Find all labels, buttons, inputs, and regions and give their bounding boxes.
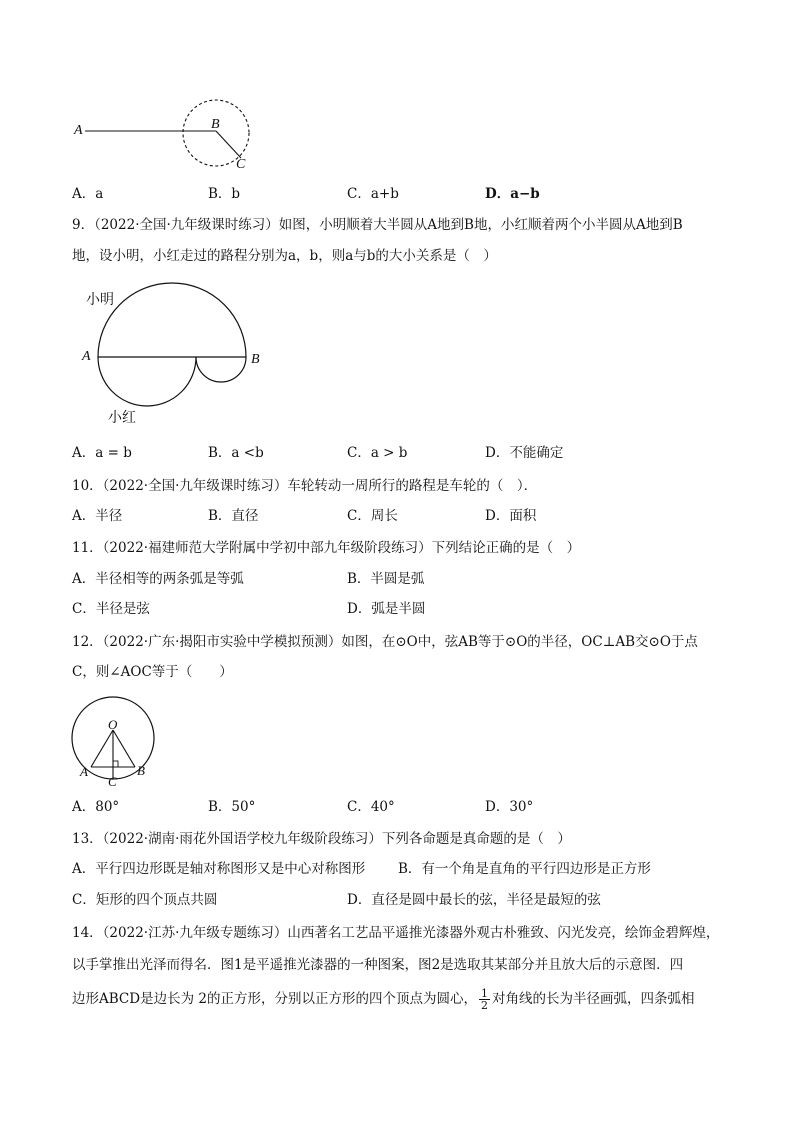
q12-stem-line2: C，则∠AOC等于（ ）: [72, 664, 233, 680]
half-fraction: [479, 988, 490, 1011]
q11-option-a[interactable]: A．半径相等的两条弧是等弧: [72, 571, 244, 587]
fraction-denominator: 2: [480, 999, 488, 1012]
q12-stem-line1: 12．（2022·广东·揭阳市实验中学模拟预测）如图，在⊙O中，弦AB等于⊙O的半径，OC⊥AB交⊙O于点: [72, 634, 698, 650]
q8-option-b[interactable]: B．b: [208, 186, 241, 202]
small-semicircle-1: [98, 357, 196, 406]
q12-figure: [68, 696, 168, 796]
q13-option-b[interactable]: B．有一个角是直角的平行四边形是正方形: [398, 861, 651, 877]
fraction-numerator: 1: [480, 987, 488, 1000]
q9-option-c[interactable]: C．a > b: [347, 445, 408, 461]
q8-option-c[interactable]: C．a+b: [347, 186, 399, 202]
q9-option-b[interactable]: B．a <b: [208, 445, 264, 461]
q11-stem: 11．（2022·福建师范大学附属中学初中部九年级阶段练习）下列结论正确的是（ ）: [72, 540, 581, 556]
q12-label-c: C: [108, 774, 117, 789]
q14-line3-part1: 边形ABCD是边长为 2的正方形，分别以正方形的四个顶点为圆心，: [72, 991, 477, 1007]
q14-stem-line1: 14．（2022·江苏·九年级专题练习）山西著名工艺品平遥推光漆器外观古朴雅致、闪光发亮，绘饰金碧辉煌，: [72, 925, 720, 941]
q12-label-o: O: [108, 717, 118, 732]
q14-stem-line2: 以手掌推出光泽而得名．图1是平遥推光漆器的一种图案，图2是选取其某部分并且放大后的示意图．四: [72, 957, 684, 973]
segment-ob: [113, 730, 135, 767]
q11-option-c[interactable]: C．半径是弦: [72, 601, 150, 617]
q9-option-a[interactable]: A．a = b: [72, 445, 132, 461]
q12-option-a[interactable]: A．80°: [72, 799, 120, 815]
q8-figure: [60, 90, 320, 180]
q10-option-c[interactable]: C．周长: [347, 508, 398, 524]
q9-stem-line1: 9．（2022·全国·九年级课时练习）如图，小明顺着大半圆从A地到B地，小红顺着两个小半圆从A地到B: [72, 217, 683, 233]
q12-option-c[interactable]: C．40°: [347, 799, 395, 815]
q8-label-c: C: [236, 157, 246, 172]
q8-option-a[interactable]: A．a: [72, 186, 104, 202]
q10-option-a[interactable]: A．半径: [72, 508, 123, 524]
right-angle-mark: [113, 761, 118, 767]
q9-figure: [90, 282, 290, 422]
q9-label-xiaohong: 小红: [108, 410, 136, 426]
q14-line3-part2: 对角线的长为半径画弧，四条弧相: [491, 991, 695, 1007]
q9-label-b: B: [251, 352, 260, 367]
q10-option-d[interactable]: D．面积: [485, 508, 537, 524]
q10-stem: 10．（2022·全国·九年级课时练习）车轮转动一周所行的路程是车轮的（ ）．: [72, 478, 538, 494]
q12-option-d[interactable]: D．30°: [485, 799, 534, 815]
q14-stem-line3: [72, 984, 694, 1014]
q10-option-b[interactable]: B．直径: [208, 508, 259, 524]
q9-label-xiaoming: 小明: [86, 292, 114, 308]
q13-option-c[interactable]: C．矩形的四个顶点共圆: [72, 892, 218, 908]
segment-bc: [216, 131, 241, 158]
q13-stem: 13．（2022·湖南·雨花外国语学校九年级阶段练习）下列各命题是真命题的是（ ）: [72, 831, 571, 847]
q12-label-b: B: [137, 763, 145, 778]
q13-option-a[interactable]: A．平行四边形既是轴对称图形又是中心对称图形: [72, 861, 366, 877]
q8-label-b: B: [211, 117, 220, 132]
q11-option-b[interactable]: B．半圆是弧: [347, 571, 425, 587]
small-semicircle-2: [196, 357, 246, 382]
segment-oa: [91, 730, 113, 767]
q13-option-d[interactable]: D．直径是圆中最长的弦，半径是最短的弦: [347, 892, 601, 908]
q12-option-b[interactable]: B．50°: [208, 799, 256, 815]
q9-stem-line2: 地，设小明，小红走过的路程分别为a，b，则a与b的大小关系是（ ）: [72, 248, 497, 264]
big-semicircle: [98, 283, 246, 357]
q11-option-d[interactable]: D．弧是半圆: [347, 601, 426, 617]
q8-label-a: A: [74, 123, 83, 138]
q12-label-a: A: [80, 764, 88, 779]
q9-option-d[interactable]: D．不能确定: [485, 445, 564, 461]
q9-label-a: A: [82, 349, 91, 364]
q8-option-d[interactable]: D．a−b: [485, 186, 540, 202]
